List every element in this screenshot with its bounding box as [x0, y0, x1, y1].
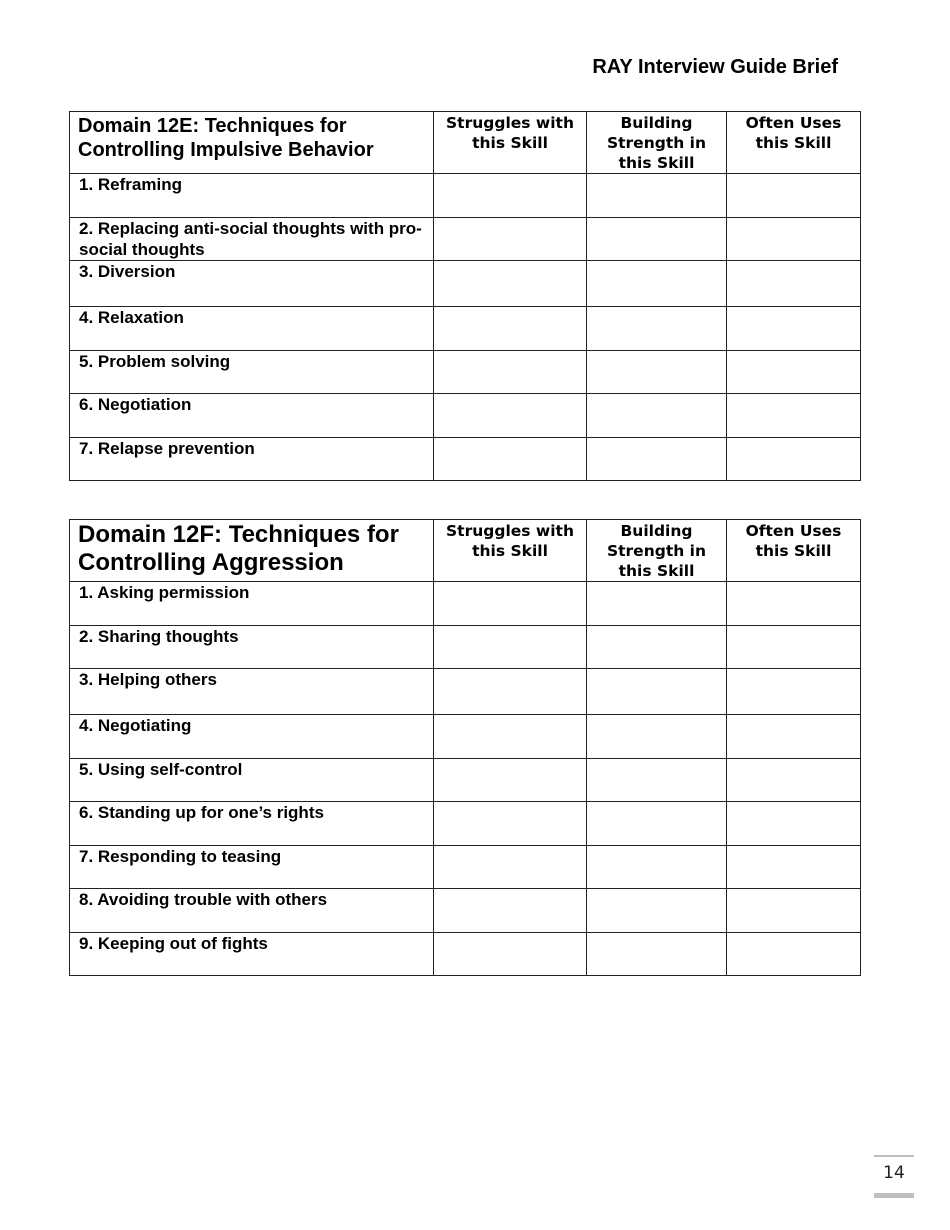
table-row	[70, 307, 861, 351]
rating-cell-building-strength[interactable]	[587, 218, 727, 261]
rating-cell-often-uses[interactable]	[727, 626, 861, 669]
domain-12f-table	[69, 519, 861, 976]
table-row	[70, 261, 861, 307]
rating-cell-struggles[interactable]	[434, 351, 587, 394]
rating-cell-struggles[interactable]	[434, 669, 587, 715]
rating-cell-struggles[interactable]	[434, 218, 587, 261]
table-row	[70, 626, 861, 669]
rating-cell-often-uses[interactable]	[727, 174, 861, 218]
skill-label: 4. Relaxation	[70, 307, 434, 351]
column-header-struggles: Struggles with this Skill	[434, 520, 587, 582]
table-row	[70, 759, 861, 802]
skill-label: 5. Problem solving	[70, 351, 434, 394]
skill-label: 3. Helping others	[70, 669, 434, 715]
rating-cell-struggles[interactable]	[434, 438, 587, 481]
rating-cell-struggles[interactable]	[434, 582, 587, 626]
rating-cell-often-uses[interactable]	[727, 438, 861, 481]
table-row	[70, 438, 861, 481]
rating-cell-building-strength[interactable]	[587, 802, 727, 846]
rating-cell-often-uses[interactable]	[727, 715, 861, 759]
table-row	[70, 394, 861, 438]
rating-cell-struggles[interactable]	[434, 174, 587, 218]
rating-cell-often-uses[interactable]	[727, 218, 861, 261]
rating-cell-struggles[interactable]	[434, 307, 587, 351]
table-row	[70, 218, 861, 261]
column-header-building-strength: Building Strength in this Skill	[587, 112, 727, 174]
rating-cell-struggles[interactable]	[434, 715, 587, 759]
rating-cell-often-uses[interactable]	[727, 802, 861, 846]
skill-label: 4. Negotiating	[70, 715, 434, 759]
rating-cell-building-strength[interactable]	[587, 669, 727, 715]
column-header-often-uses: Often Uses this Skill	[727, 520, 861, 582]
skill-label: 8. Avoiding trouble with others	[70, 889, 434, 933]
skill-label: 6. Negotiation	[70, 394, 434, 438]
rating-cell-building-strength[interactable]	[587, 759, 727, 802]
rating-cell-struggles[interactable]	[434, 626, 587, 669]
domain-heading: Domain 12E: Techniques for Controlling Impulsive Behavior	[70, 112, 434, 174]
skill-label: 1. Asking permission	[70, 582, 434, 626]
table-row	[70, 174, 861, 218]
skill-label: 1. Reframing	[70, 174, 434, 218]
table-row	[70, 582, 861, 626]
rating-cell-building-strength[interactable]	[587, 889, 727, 933]
rating-cell-often-uses[interactable]	[727, 261, 861, 307]
table-header-row	[70, 112, 861, 174]
skill-label: 7. Responding to teasing	[70, 846, 434, 889]
rating-cell-struggles[interactable]	[434, 846, 587, 889]
rating-cell-often-uses[interactable]	[727, 582, 861, 626]
table-row	[70, 802, 861, 846]
table-row	[70, 351, 861, 394]
skill-label: 7. Relapse prevention	[70, 438, 434, 481]
rating-cell-building-strength[interactable]	[587, 933, 727, 976]
skill-label: 5. Using self-control	[70, 759, 434, 802]
rating-cell-struggles[interactable]	[434, 802, 587, 846]
rating-cell-building-strength[interactable]	[587, 626, 727, 669]
skill-label: 6. Standing up for one’s rights	[70, 802, 434, 846]
rating-cell-often-uses[interactable]	[727, 394, 861, 438]
rating-cell-building-strength[interactable]	[587, 715, 727, 759]
table-row	[70, 889, 861, 933]
rating-cell-building-strength[interactable]	[587, 351, 727, 394]
rating-cell-often-uses[interactable]	[727, 846, 861, 889]
table-row	[70, 933, 861, 976]
rating-cell-often-uses[interactable]	[727, 889, 861, 933]
rating-cell-often-uses[interactable]	[727, 307, 861, 351]
table-row	[70, 846, 861, 889]
rating-cell-building-strength[interactable]	[587, 307, 727, 351]
rating-cell-often-uses[interactable]	[727, 351, 861, 394]
rating-cell-struggles[interactable]	[434, 759, 587, 802]
document-title: RAY Interview Guide Brief	[592, 56, 838, 78]
domain-heading: Domain 12F: Techniques for Controlling Aggression	[70, 520, 434, 582]
column-header-struggles: Struggles with this Skill	[434, 112, 587, 174]
rating-cell-building-strength[interactable]	[587, 438, 727, 481]
page-number: 14	[883, 1163, 905, 1183]
rating-cell-often-uses[interactable]	[727, 759, 861, 802]
rating-cell-building-strength[interactable]	[587, 394, 727, 438]
rating-cell-building-strength[interactable]	[587, 846, 727, 889]
table-header-row	[70, 520, 861, 582]
rating-cell-building-strength[interactable]	[587, 261, 727, 307]
skill-label: 9. Keeping out of fights	[70, 933, 434, 976]
rating-cell-struggles[interactable]	[434, 261, 587, 307]
rating-cell-often-uses[interactable]	[727, 933, 861, 976]
column-header-often-uses: Often Uses this Skill	[727, 112, 861, 174]
column-header-building-strength: Building Strength in this Skill	[587, 520, 727, 582]
skill-label: 2. Replacing anti-social thoughts with pro-social thoughts	[70, 218, 434, 261]
table-row	[70, 669, 861, 715]
rating-cell-struggles[interactable]	[434, 933, 587, 976]
rating-cell-struggles[interactable]	[434, 394, 587, 438]
table-row	[70, 715, 861, 759]
domain-12e-table	[69, 111, 861, 481]
rating-cell-building-strength[interactable]	[587, 582, 727, 626]
rating-cell-struggles[interactable]	[434, 889, 587, 933]
rating-cell-building-strength[interactable]	[587, 174, 727, 218]
rating-cell-often-uses[interactable]	[727, 669, 861, 715]
skill-label: 3. Diversion	[70, 261, 434, 307]
page-number-box	[874, 1155, 914, 1198]
skill-label: 2. Sharing thoughts	[70, 626, 434, 669]
